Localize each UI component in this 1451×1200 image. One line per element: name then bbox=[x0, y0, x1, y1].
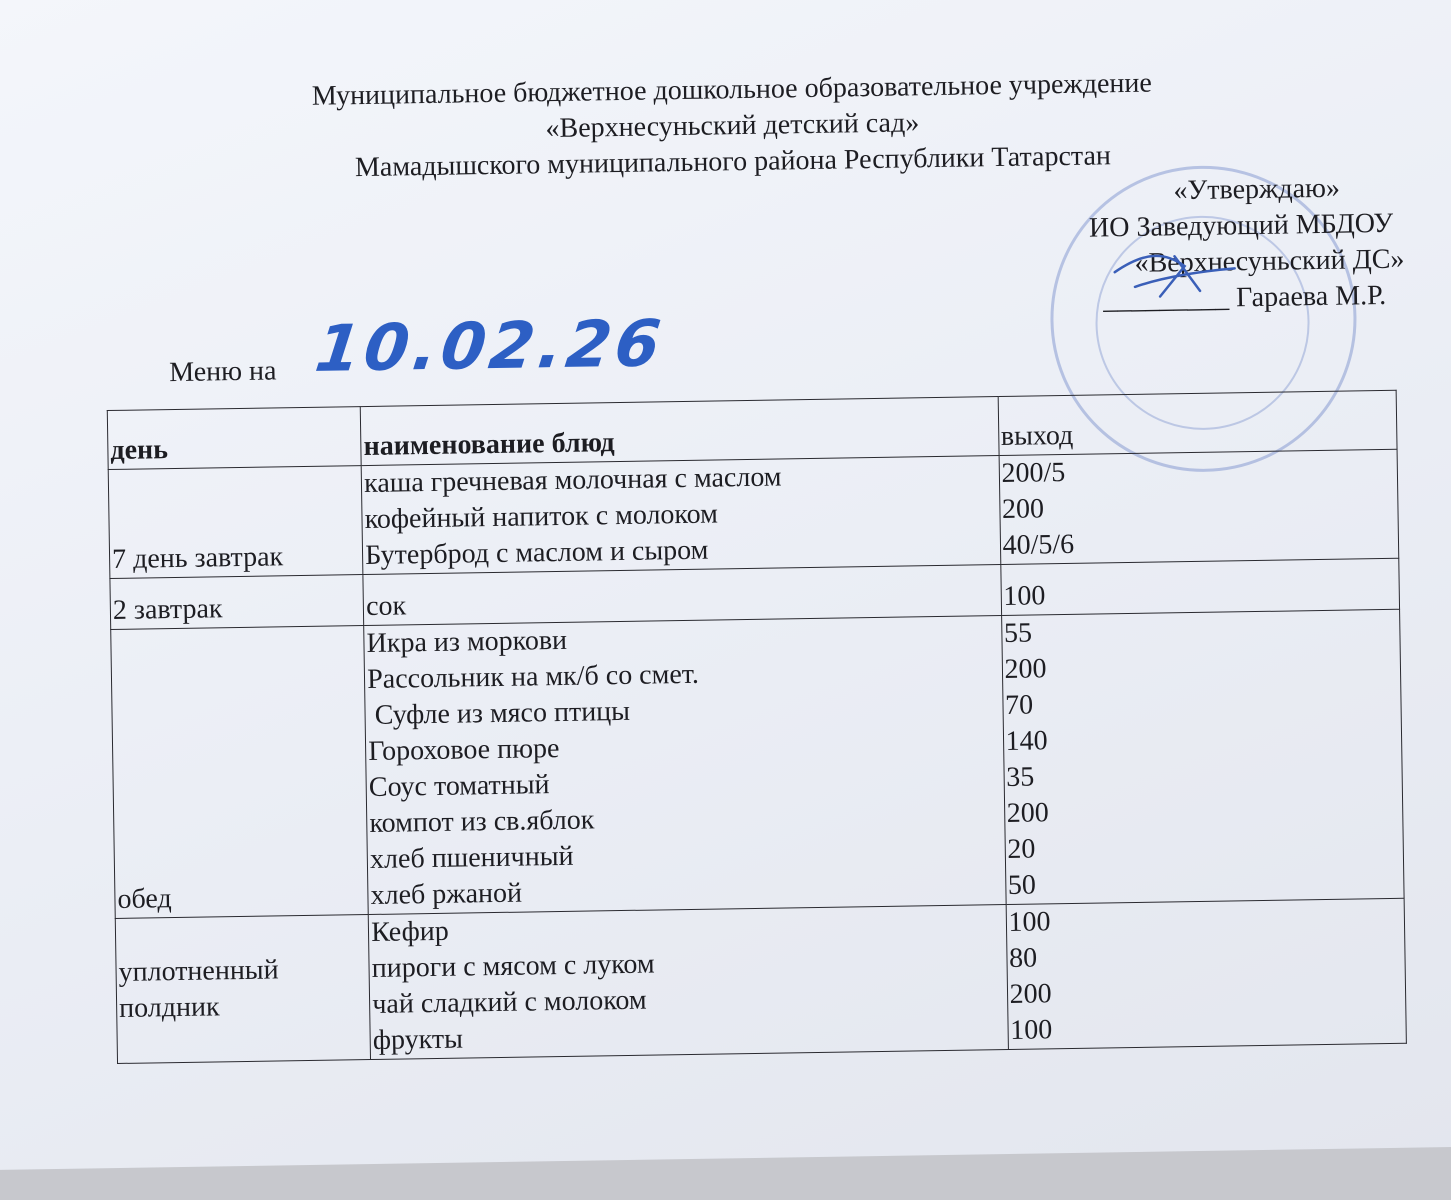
dishes-cell bbox=[368, 905, 1008, 1060]
yield-cell bbox=[1000, 558, 1399, 615]
approval-signature-line: _________ Гараева М.Р. bbox=[1102, 279, 1387, 316]
header-yield: выход bbox=[998, 390, 1397, 455]
dish-item: Суфле из мясо птицы bbox=[367, 695, 631, 731]
header-day: день bbox=[107, 407, 361, 470]
dish-item: Соус томатный bbox=[368, 769, 550, 803]
dishes-cell bbox=[361, 456, 1000, 575]
yield-value: 200 bbox=[1001, 493, 1045, 526]
yield-value: 100 bbox=[1008, 906, 1051, 938]
dishes-cell bbox=[364, 616, 1006, 915]
handwritten-signature bbox=[1104, 240, 1245, 302]
yield-value: 55 bbox=[1003, 617, 1033, 649]
dish-item: Кефир bbox=[370, 915, 449, 948]
institution-name: Муниципальное бюджетное дошкольное образовательное учреждение bbox=[311, 67, 1153, 112]
menu-label: Меню на bbox=[168, 355, 277, 389]
dish-item: чай сладкий с молоком bbox=[372, 984, 647, 1020]
dish-item: Икра из моркови bbox=[366, 624, 568, 660]
day-cell: 2 завтрак bbox=[110, 575, 364, 630]
menu-table bbox=[107, 390, 1407, 1064]
header-dish-name: наименование блюд bbox=[360, 397, 998, 466]
day-cell: 7 день завтрак bbox=[108, 466, 363, 579]
yield-cell bbox=[1001, 609, 1404, 904]
yield-value: 80 bbox=[1008, 942, 1038, 974]
dish-item: каша гречневая молочная с маслом bbox=[363, 461, 782, 500]
table-row bbox=[111, 609, 1404, 918]
dish-item: фрукты bbox=[372, 1023, 464, 1056]
yield-value: 100 bbox=[1003, 580, 1046, 612]
dish-item: Бутерброд с маслом и сыром bbox=[365, 534, 709, 572]
yield-value: 35 bbox=[1005, 761, 1035, 793]
yield-cell bbox=[1006, 898, 1407, 1049]
yield-value: 200 bbox=[1009, 978, 1052, 1010]
yield-value: 40/5/6 bbox=[1002, 528, 1075, 562]
dish-item: Рассольник на мк/б со смет. bbox=[366, 658, 700, 696]
dish-item: Гороховое пюре bbox=[368, 732, 560, 767]
kindergarten-name: «Верхнесуньский детский сад» bbox=[545, 107, 920, 145]
dish-item: сок bbox=[365, 590, 407, 623]
dish-item: хлеб ржаной bbox=[370, 877, 523, 911]
yield-cell bbox=[999, 449, 1399, 564]
handwritten-date: 10.02.26 bbox=[311, 307, 669, 387]
dish-item: пироги с мясом с луком bbox=[371, 948, 655, 984]
table-row bbox=[108, 449, 1399, 578]
day-cell: уплотненный полдник bbox=[115, 915, 370, 1064]
dish-item: хлеб пшеничный bbox=[369, 840, 574, 875]
day-cell: обед bbox=[111, 626, 369, 919]
yield-value: 100 bbox=[1009, 1014, 1053, 1046]
yield-value: 20 bbox=[1007, 833, 1036, 865]
yield-value: 200 bbox=[1006, 797, 1050, 829]
dish-item: компот из св.яблок bbox=[369, 804, 595, 839]
district-name: Мамадышского муниципального района Республики Татарстан bbox=[354, 140, 1112, 184]
approval-position: ИО Заведующий МБДОУ bbox=[1088, 207, 1394, 244]
yield-value: 140 bbox=[1005, 725, 1048, 757]
yield-value: 200/5 bbox=[1001, 457, 1066, 490]
approval-title: «Утверждаю» bbox=[1173, 172, 1341, 207]
yield-value: 50 bbox=[1007, 869, 1037, 901]
dish-item: кофейный напиток с молоком bbox=[364, 498, 719, 536]
table-row bbox=[115, 898, 1406, 1063]
approval-organization: «Верхнесуньский ДС» bbox=[1134, 243, 1405, 279]
yield-value: 200 bbox=[1004, 653, 1047, 685]
yield-value: 70 bbox=[1004, 689, 1034, 721]
